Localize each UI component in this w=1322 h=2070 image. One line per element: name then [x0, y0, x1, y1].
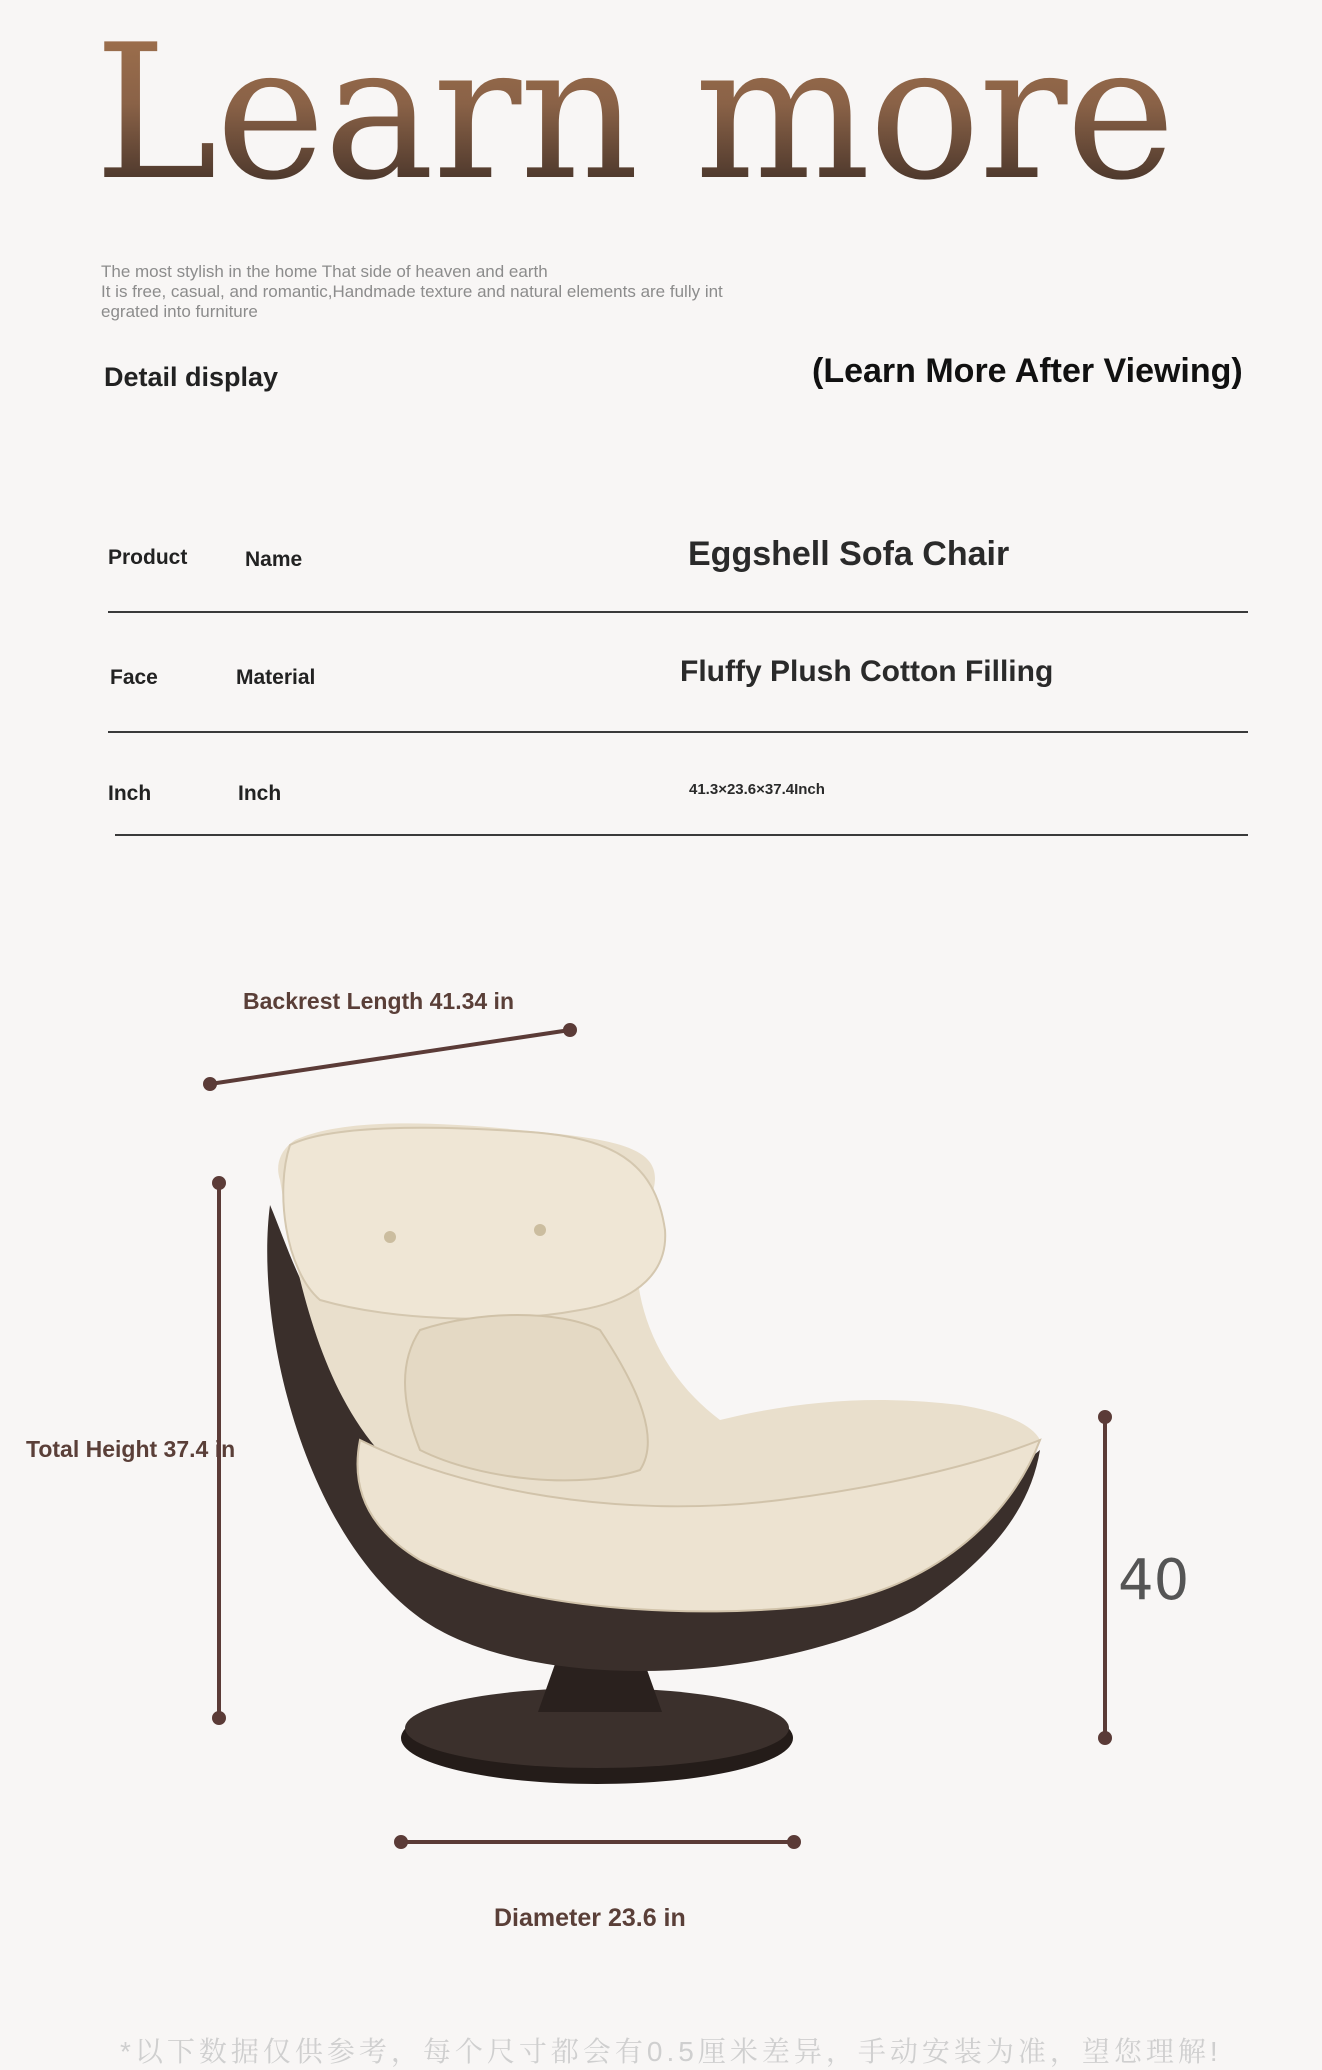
hero-title: Learn more [94, 4, 1174, 221]
diameter-label: Diameter 23.6 in [494, 1904, 686, 1932]
spec-row-3-label-2: Inch [238, 782, 282, 805]
spec-row-1-label-1: Product [108, 546, 188, 569]
tagline-line-3: egrated into furniture [101, 302, 258, 321]
total-height-label: Total Height 37.4 in [26, 1436, 236, 1462]
tagline-line-1: The most stylish in the home That side of heaven and earth [101, 262, 548, 281]
footer-note: *以下数据仅供参考，每个尺寸都会有0.5厘米差异，手动安装为准，望您理解! [120, 2036, 1222, 2067]
learn-more-note: (Learn More After Viewing) [812, 352, 1243, 390]
seat-height-label: 40 [1118, 1548, 1190, 1613]
spec-row-2-value: Fluffy Plush Cotton Filling [680, 655, 1054, 688]
height-dimension-line [214, 1178, 224, 1723]
spec-row-2-label-2: Material [236, 666, 316, 689]
chair-image [267, 1123, 1040, 1784]
seat-height-dimension-line [1100, 1412, 1110, 1743]
spec-row-2-label-1: Face [110, 666, 158, 689]
backrest-dimension-line [205, 1025, 575, 1089]
backrest-length-label: Backrest Length 41.34 in [243, 988, 514, 1014]
spec-row-1-value: Eggshell Sofa Chair [688, 535, 1010, 573]
diameter-dimension-line [396, 1837, 799, 1847]
spec-row-3-value: 41.3×23.6×37.4Inch [689, 781, 825, 798]
spec-row-3-label-1: Inch [108, 782, 152, 805]
spec-row-1-label-2: Name [245, 548, 303, 571]
tagline-line-2: It is free, casual, and romantic,Handmade texture and natural elements are fully int [101, 282, 723, 301]
section-heading: Detail display [104, 362, 279, 392]
